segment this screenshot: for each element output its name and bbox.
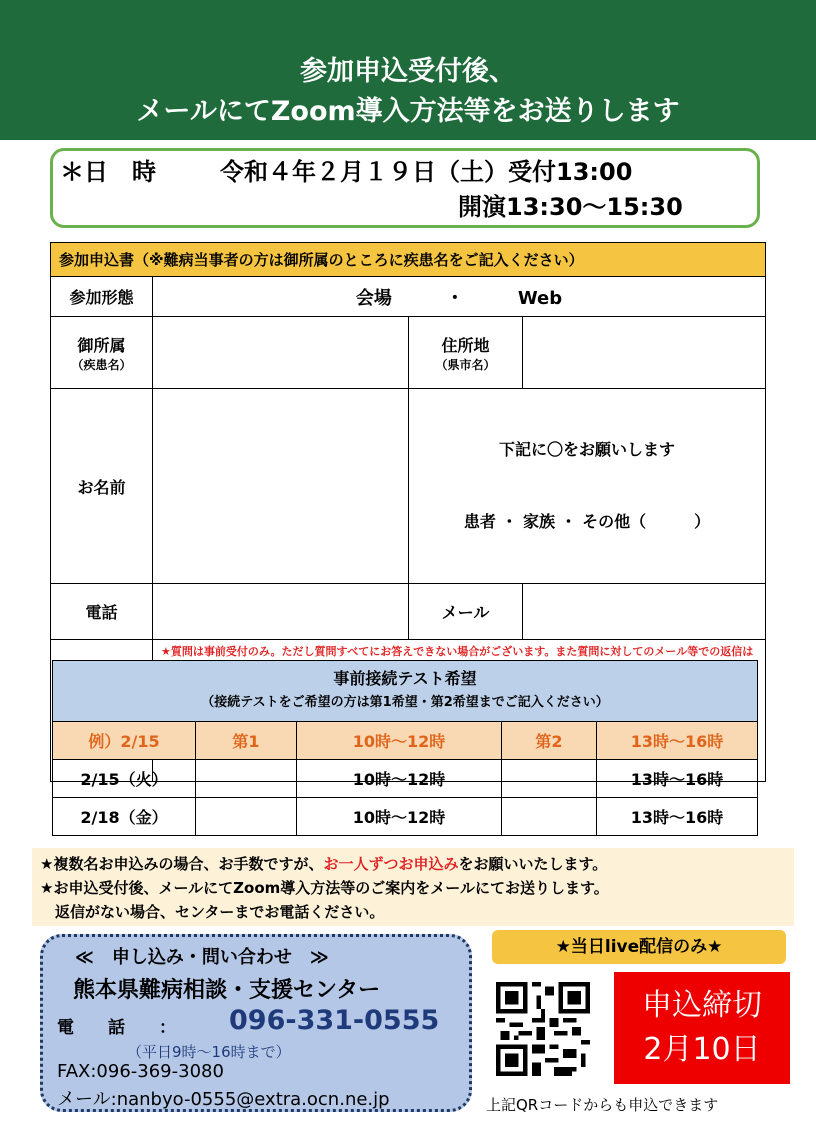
contact-fax: FAX:096-369-3080 xyxy=(57,1061,224,1082)
test-first-choice[interactable] xyxy=(196,760,297,798)
test-first-time: 10時～12時 xyxy=(297,798,502,836)
deadline-line2: 2月10日 xyxy=(643,1032,761,1067)
mail-label: メール xyxy=(409,584,523,640)
name-label: お名前 xyxy=(51,389,153,584)
note-line2: ★お申込受付後、メールにてZoom導入方法等のご案内をメールにてお送りします。 xyxy=(40,879,609,897)
address-label xyxy=(409,317,523,389)
test-second-choice[interactable] xyxy=(502,798,597,836)
note-line1-pre: ★複数名お申込みの場合、お手数ですが、 xyxy=(40,855,324,873)
note-line3: 返信がない場合、センターまでお電話ください。 xyxy=(40,903,385,921)
test-header xyxy=(53,661,758,722)
datetime-line1 xyxy=(60,152,632,187)
note-line1-post: をお願いいたします。 xyxy=(458,855,608,873)
application-title: 参加申込書（※難病当事者の方は御所属のところに疾患名をご記入ください） xyxy=(51,243,766,277)
relation-line2: 患者 ・ 家族 ・ その他（ ） xyxy=(463,512,711,531)
deadline-box xyxy=(614,972,790,1084)
test-second-choice[interactable] xyxy=(502,760,597,798)
test-date: 2/15（火） xyxy=(53,760,196,798)
datetime-show: 開演13:30～15:30 xyxy=(458,193,683,221)
address-field[interactable] xyxy=(523,317,766,389)
name-field[interactable] xyxy=(153,389,409,584)
relation-line1: 下記に〇をお願いします xyxy=(498,440,675,459)
relation-field[interactable] xyxy=(409,389,766,584)
contact-hours: （平日9時～16時まで） xyxy=(127,1043,291,1061)
affiliation-sub: （疾患名） xyxy=(71,357,132,372)
test-second-time: 13時～16時 xyxy=(597,798,758,836)
address-sub: （県市名） xyxy=(435,357,496,372)
live-banner: ★当日live配信のみ★ xyxy=(492,930,786,964)
phone-field[interactable] xyxy=(153,584,409,640)
mail-field[interactable] xyxy=(523,584,766,640)
qr-note: 上記QRコードからも申込できます xyxy=(486,1096,719,1114)
header-line1: 参加申込受付後、 xyxy=(300,56,516,87)
test-date: 2/18（金） xyxy=(53,798,196,836)
example-second-time: 13時～16時 xyxy=(597,722,758,760)
example-date: 例）2/15 xyxy=(53,722,196,760)
connection-test-table xyxy=(52,660,758,836)
contact-phone[interactable]: 096-331-0555 xyxy=(229,1005,440,1036)
affiliation-label-text: 御所属 xyxy=(77,335,126,355)
example-first-label: 第1 xyxy=(196,722,297,760)
datetime-label: ＊日 時 xyxy=(60,158,156,186)
question-notice: ★質問は事前受付のみ。ただし質問すべてにお答えできない場合がございます。また質問に対してのメール等での返信は xyxy=(161,645,754,658)
affiliation-label xyxy=(51,317,153,389)
contact-mail[interactable]: メール:nanbyo-0555@extra.ocn.ne.jp xyxy=(57,1089,390,1110)
notes-box xyxy=(32,848,794,926)
contact-center-name: 熊本県難病相談・支援センター xyxy=(73,978,381,1003)
header-line2: メールにてZoom導入方法等をお送りします xyxy=(136,96,680,127)
affiliation-field[interactable] xyxy=(153,317,409,389)
qr-code[interactable] xyxy=(496,982,590,1076)
phone-label: 電話 xyxy=(51,584,153,640)
test-first-time: 10時～12時 xyxy=(297,760,502,798)
format-options[interactable]: 会場 ・ Web xyxy=(153,277,766,317)
deadline-line1: 申込締切 xyxy=(642,988,762,1023)
example-second-label: 第2 xyxy=(502,722,597,760)
note-line1 xyxy=(40,852,794,876)
contact-box xyxy=(40,934,472,1112)
test-example-row xyxy=(53,722,758,760)
contact-phone-label: 電 話 ： xyxy=(57,1018,176,1038)
test-title: 事前接続テスト希望 xyxy=(333,669,477,688)
format-label: 参加形態 xyxy=(51,277,153,317)
test-subtitle: （接続テストをご希望の方は第1希望・第2希望までご記入ください） xyxy=(201,695,609,710)
test-second-time: 13時～16時 xyxy=(597,760,758,798)
note-line1-red: お一人ずつお申込み xyxy=(323,855,459,873)
example-first-time: 10時～12時 xyxy=(297,722,502,760)
contact-heading: ≪ 申し込み・問い合わせ ≫ xyxy=(75,947,329,968)
address-label-text: 住所地 xyxy=(441,335,490,355)
header-banner xyxy=(0,0,816,140)
test-first-choice[interactable] xyxy=(196,798,297,836)
test-row xyxy=(53,798,758,836)
test-row xyxy=(53,760,758,798)
datetime-date: 令和４年２月１９日（土）受付13:00 xyxy=(220,158,633,186)
